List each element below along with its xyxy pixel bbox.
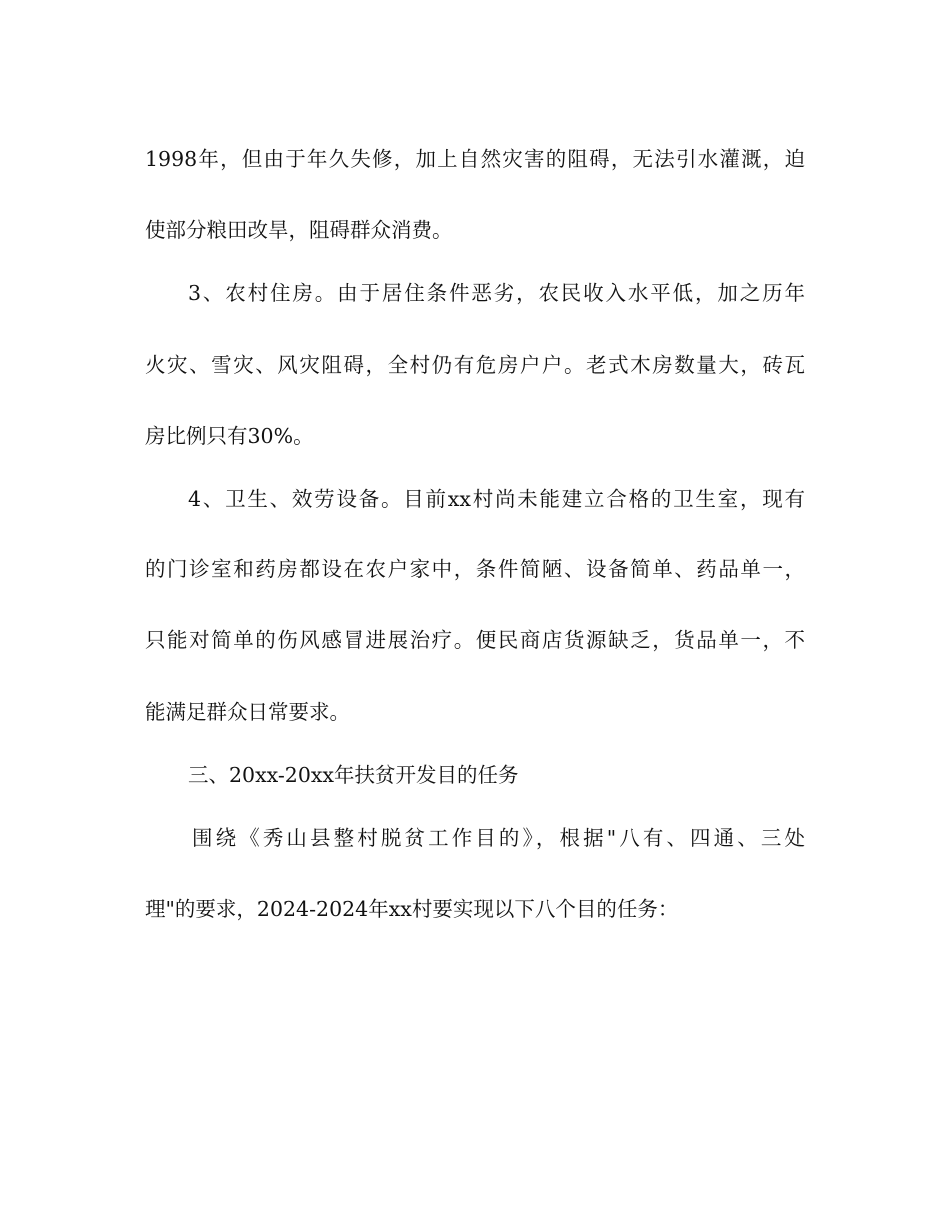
paragraph-line: 房比例只有30%。 bbox=[145, 424, 314, 448]
paragraph-line: 3、农村住房。由于居住条件恶劣，农民收入水平低，加之历年 bbox=[188, 281, 805, 305]
paragraph-line: 1998年，但由于年久失修，加上自然灾害的阻碍，无法引水灌溉，迫 bbox=[145, 147, 805, 171]
paragraph-line: 4、卫生、效劳设备。目前xx村尚未能建立合格的卫生室，现有 bbox=[188, 487, 805, 511]
section-heading: 三、20xx-20xx年扶贫开发目的任务 bbox=[188, 763, 519, 787]
paragraph-line: 理"的要求，2024-2024年xx村要实现以下八个目的任务： bbox=[145, 897, 679, 921]
paragraph-line: 能满足群众日常要求。 bbox=[145, 700, 350, 724]
paragraph-line: 使部分粮田改旱，阻碍群众消费。 bbox=[145, 218, 453, 242]
paragraph-line: 只能对简单的伤风感冒进展治疗。便民商店货源缺乏，货品单一，不 bbox=[145, 628, 805, 652]
paragraph-line: 围绕《秀山县整村脱贫工作目的》，根据"八有、四通、三处 bbox=[192, 826, 805, 850]
paragraph-line: 的门诊室和药房都设在农户家中，条件简陋、设备简单、药品单一， bbox=[145, 557, 805, 581]
paragraph-line: 火灾、雪灾、风灾阻碍，全村仍有危房户户。老式木房数量大，砖瓦 bbox=[145, 353, 805, 377]
